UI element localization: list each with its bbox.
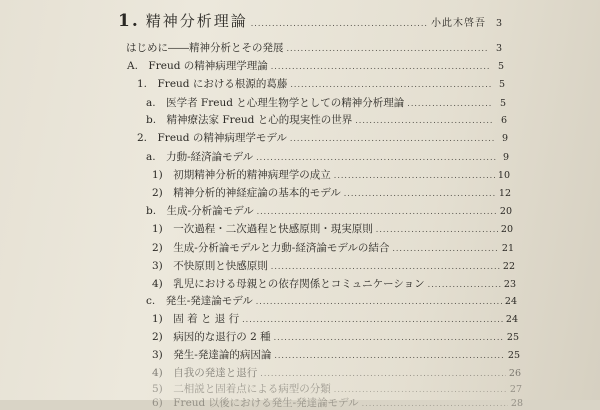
toc-entry xyxy=(152,276,516,291)
toc-entry xyxy=(152,221,513,236)
entry-label: 2. Freud の精神病理学モデル xyxy=(137,132,287,144)
toc-entry xyxy=(152,167,510,182)
entry-label: 2) 病因的な退行の 2 種 xyxy=(152,331,271,343)
entry-label: 2) 生成-分析論モデルと力動-経済論モデルの結合 xyxy=(152,242,390,254)
toc-entry xyxy=(146,95,506,110)
entry-label: b. 生成-分析論モデル xyxy=(146,205,254,217)
toc-entry xyxy=(146,149,509,164)
page-number: 5 xyxy=(498,79,505,90)
entry-label: a. 力動-経済論モデル xyxy=(146,151,254,163)
page-number: 20 xyxy=(500,224,513,235)
entry-label: A. Freud の精神病理学理論 xyxy=(127,60,268,72)
toc-entry xyxy=(137,76,505,91)
entry-label: 3) 不快原則と快感原則 xyxy=(152,260,268,272)
page-number: 25 xyxy=(507,350,520,361)
page-number: 26 xyxy=(508,368,521,379)
page-number: 21 xyxy=(501,243,514,254)
page-number: 22 xyxy=(502,261,515,272)
entry-label: 1. Freud における根源的葛藤 xyxy=(137,78,288,90)
entry-label: 1) 固 着 と 退 行 xyxy=(152,313,240,325)
toc-entry xyxy=(146,112,507,127)
entry-label: 3) 発生-発達論的病因論 xyxy=(152,349,272,361)
toc-entry xyxy=(152,240,514,255)
toc-entry xyxy=(152,258,515,273)
page-number: 9 xyxy=(502,152,509,163)
entry-label: 5) 二相説と固着点による病型の分類 xyxy=(152,383,331,395)
page-number: 24 xyxy=(504,296,517,307)
toc-entry xyxy=(126,40,502,55)
entry-label: はじめに――精神分析とその発展 xyxy=(126,42,284,54)
page-number: 25 xyxy=(506,332,519,343)
page-number: 6 xyxy=(500,115,507,126)
entry-label: b. 精神療法家 Freud と心的現実性の世界 xyxy=(146,114,353,126)
entry-label: 6) Freud 以後における発生-発達論モデル xyxy=(152,397,359,409)
chapter-author: 小此木啓吾 xyxy=(431,18,486,29)
toc-entry xyxy=(152,329,519,344)
page-number: 24 xyxy=(505,314,518,325)
page-number: 5 xyxy=(499,98,506,109)
entry-label: 4) 自我の発達と退行 xyxy=(152,367,258,379)
entry-label: 4) 乳児における母親との依存関係とコミュニケーション xyxy=(152,278,425,290)
toc-entry xyxy=(152,395,523,410)
toc-entry xyxy=(137,130,508,145)
entry-label: a. 医学者 Freud と心理生物学としての精神分析理論 xyxy=(146,97,405,109)
page-number: 28 xyxy=(510,398,523,409)
chapter-number: 1. xyxy=(118,11,140,31)
page-number: 3 xyxy=(495,18,502,29)
page-number: 23 xyxy=(503,279,516,290)
page-number: 10 xyxy=(497,170,510,181)
chapter-title: 1. 精神分析理論 xyxy=(118,11,248,31)
toc-entry xyxy=(152,365,521,380)
toc-entry xyxy=(152,347,520,362)
toc-entry xyxy=(146,293,517,308)
toc-entry xyxy=(127,58,504,73)
page-number: 5 xyxy=(497,61,504,72)
entry-label: c. 発生-発達論モデル xyxy=(146,295,253,307)
page-number: 27 xyxy=(509,384,522,395)
toc-entry xyxy=(146,203,512,218)
toc-entry xyxy=(152,311,518,326)
toc-entry xyxy=(152,185,511,200)
page-number: 3 xyxy=(495,43,502,54)
entry-label: 1) 一次過程・二次過程と快感原則・現実原則 xyxy=(152,223,373,235)
toc-entry xyxy=(152,381,522,396)
entry-label: 1) 初期精神分析的精神病理学の成立 xyxy=(152,169,331,181)
page-number: 20 xyxy=(499,206,512,217)
entry-label: 2) 精神分析的神経症論の基本的モデル xyxy=(152,187,341,199)
page-number: 12 xyxy=(498,188,511,199)
toc-title-row xyxy=(118,10,502,31)
page-number: 9 xyxy=(501,133,508,144)
